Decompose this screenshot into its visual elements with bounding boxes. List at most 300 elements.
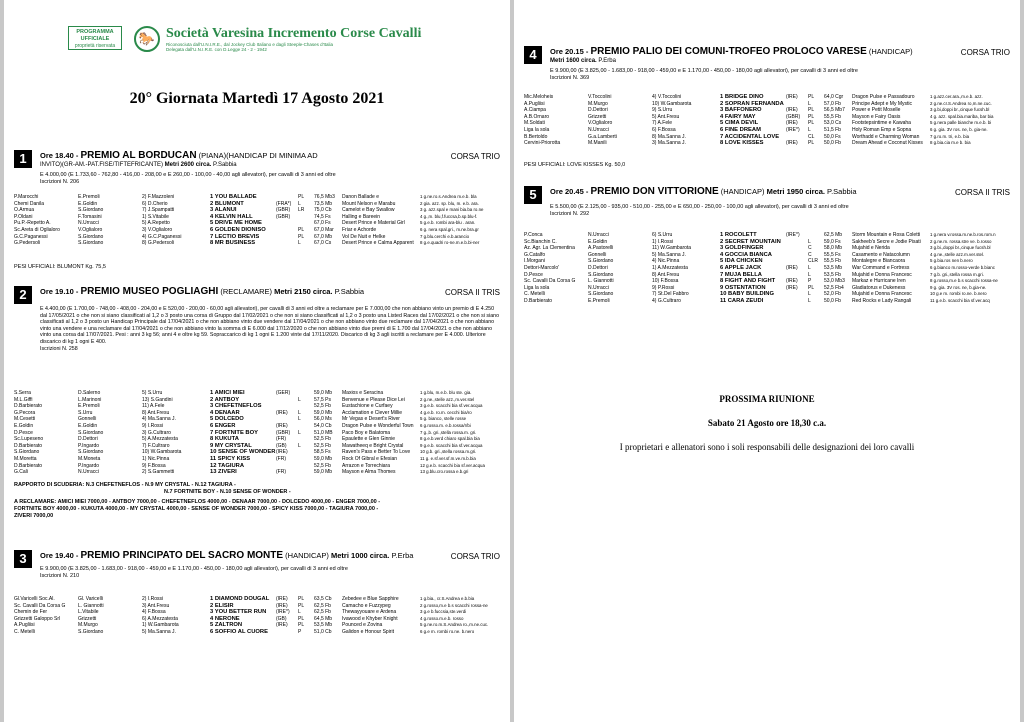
entry-jockey: 4) G.C.Paganessi xyxy=(142,233,182,240)
entry-horse: 10 SENSE OF WONDER xyxy=(210,449,276,456)
entry-owner: Liga la sola xyxy=(524,284,550,291)
entry-origin: (GBR) xyxy=(276,213,291,220)
entry-jockey: 2) S.Gammetti xyxy=(142,469,175,476)
entry-row xyxy=(524,107,1010,114)
entry-colors: 1 g.ne.ro.s.Andrea m.e.b. bla xyxy=(420,194,477,199)
entry-horse: 11 SPICY KISS xyxy=(210,455,251,462)
entry-owner: Sc.Bianchin C. xyxy=(524,238,557,245)
entry-horse: 8 KUKUTA xyxy=(210,436,239,443)
entry-trainer: S.Giordano xyxy=(588,258,614,265)
entry-equipment: L xyxy=(298,396,301,403)
entry-weight: 51,5 Fb xyxy=(824,126,841,133)
entry-colors: 2 g.ne.m. rossa.stre ve. b.rosso xyxy=(930,238,992,244)
entry-colors: 2 g.rosso,m.e b.s scacchi rossa-ne xyxy=(420,602,488,608)
entry-row xyxy=(14,603,500,610)
entry-trainer: S.Giordano xyxy=(78,429,104,436)
entry-owner: Cervini-Priorotta xyxy=(524,140,561,147)
entry-weight: 52,5 Fb xyxy=(314,462,331,469)
entry-trainer: D.Salerno xyxy=(78,390,101,396)
race-conditions: E 5.500,00 (E 2.125,00 - 935,00 - 510,00 - 255,00 e E 650,00 - 250,00 - 100,00 agli allevatori), per cavalli di 3 anni ed oltre Iscrizioni N. 292 xyxy=(550,204,849,217)
entry-owner: G.Pedersoli xyxy=(14,240,41,247)
entry-trainer: S.Giordano xyxy=(588,291,614,298)
entry-trainer: Grizzetti xyxy=(78,615,97,622)
entry-origin: (FR) xyxy=(276,436,286,443)
entry-jockey: 5) A.Repetto xyxy=(142,220,170,227)
entry-pedigree: Footstepsintime e Kawaha xyxy=(852,120,911,127)
entry-jockey: 10) W.Gambarota xyxy=(652,100,692,107)
entry-origin: (FR) xyxy=(276,469,286,476)
entry-trainer: S.Giordano xyxy=(78,240,104,247)
entry-jockey: 3) Ma.Sanna J. xyxy=(652,140,686,147)
entry-colors: 10 g.b. gri.,stella rossa.m.gri. xyxy=(420,449,477,455)
entry-horse: 8 MR BUSINESS xyxy=(210,240,256,247)
entry-owner: Grizzetti Galoppo Srl xyxy=(14,615,61,622)
page-title: 20° Giornata Martedì 17 Agosto 2021 xyxy=(129,90,385,107)
entry-colors: 6 g.bianco m.rosso-verde b.bianc xyxy=(930,264,995,270)
entry-jockey: 6) D.Cherio xyxy=(142,200,168,207)
entry-weight: 73,5 Mb xyxy=(314,200,333,207)
entry-row xyxy=(524,232,1010,239)
entry-horse: 3 YOU BETTER RUN xyxy=(210,609,267,616)
entry-origin: (IRE) xyxy=(276,449,288,456)
entry-colors: 10 g.e m. rombi ro.ne. b.nero xyxy=(930,291,987,297)
entry-weight: 76,5 Mb3 xyxy=(314,194,335,200)
entry-origin: (FR) xyxy=(276,455,286,462)
entry-equipment: L xyxy=(298,240,301,247)
entry-equipment: L xyxy=(808,126,811,133)
entry-weight: 55,5 Fs xyxy=(824,251,841,258)
entry-horse: 6 ENGER xyxy=(210,422,236,429)
entries-table xyxy=(14,194,500,247)
entry-row xyxy=(524,285,1010,292)
entry-pedigree: Holy Roman Emp e Sopna xyxy=(852,126,912,133)
race-title: Ore 19.40 - PREMIO PRINCIPATO DEL SACRO MONTE (HANDICAP) Metri 1000 circa. P.Erba xyxy=(40,550,414,561)
entry-equipment: L xyxy=(298,409,301,416)
entry-horse: 1 ROCOLETT xyxy=(720,232,757,238)
entry-owner: E.Goldin xyxy=(14,422,34,429)
entry-row xyxy=(14,622,500,629)
entry-pedigree: Worthadd e Charming Woman xyxy=(852,133,920,140)
entry-weight: 53,5 Fb xyxy=(824,271,841,278)
race-title: Ore 20.15 - PREMIO PALIO DEI COMUNI-TROFEO PROLOCO VARESE (HANDICAP) xyxy=(550,46,913,57)
entry-horse: 6 FINE DREAM xyxy=(720,126,761,133)
entry-pedigree: Galidon e Honour Spirit xyxy=(342,628,394,635)
entry-row xyxy=(524,134,1010,141)
entry-pedigree: Eustachione e Curfaey xyxy=(342,403,393,410)
entry-weight: 64,0 Cgr xyxy=(824,94,844,100)
entry-jockey: 6) F.Bossa xyxy=(652,126,676,133)
entry-owner: D.Pesce xyxy=(14,429,33,436)
entry-origin: (IRE) xyxy=(276,602,288,609)
entry-horse: 4 FAIRY MAY xyxy=(720,113,756,120)
race-number: 2 xyxy=(14,286,32,304)
entry-trainer: A.Pastorelli xyxy=(588,245,614,252)
entry-trainer: Gl. Varicelli xyxy=(78,596,103,602)
entry-horse: 1 AMICI MIEI xyxy=(210,390,245,396)
entry-horse: 6 SOFFIO AL CUORE xyxy=(210,628,268,635)
entry-pedigree: Sakheeb's Secre e Jodie Pisati xyxy=(852,238,921,245)
entry-trainer: N.Urracci xyxy=(588,284,609,291)
race-5 xyxy=(524,186,1010,316)
entry-row xyxy=(14,596,500,603)
entry-trainer: S.Giordano xyxy=(78,628,104,635)
entry-owner: P.Marocchi xyxy=(14,194,39,200)
entry-owner: S.Giordano xyxy=(14,449,40,456)
race-conditions: E 9.900,00 (E 3.825,00 - 1.683,00 - 918,00 - 459,00 e E 1.170,00 - 450,00 - 180,00 agli allevatori), per cavalli di 3 anni ed oltre Iscrizioni N. 369 xyxy=(550,68,858,81)
entry-trainer: S.Urru xyxy=(78,409,93,416)
entry-weight: 74,5 Fs xyxy=(314,213,331,220)
entry-weight: 62,5 Fb xyxy=(314,609,331,616)
entry-horse: 1 BRIDGE DINO xyxy=(720,94,764,100)
entry-horse: 2 ANTBOY xyxy=(210,396,240,403)
entry-jockey: 5) Ant.Fresu xyxy=(652,113,680,120)
entry-origin: (GB) xyxy=(276,615,287,622)
entry-row xyxy=(524,140,1010,147)
entry-equipment: CLR xyxy=(808,258,819,265)
entry-trainer: S.Giordano xyxy=(78,207,104,214)
entry-equipment: PL xyxy=(808,284,815,291)
entry-horse: 1 DIAMOND DOUGAL xyxy=(210,596,270,602)
entry-horse: 7 LECTIO BREVIS xyxy=(210,233,260,240)
entry-row xyxy=(524,272,1010,279)
entry-weight: 75,0 Cb xyxy=(314,207,332,214)
entry-row xyxy=(14,436,500,443)
entry-horse: 13 ZIVERI xyxy=(210,469,237,476)
entry-pedigree: Mayson e Alma Thomes xyxy=(342,469,396,476)
entry-trainer: V.Toccolini xyxy=(588,94,612,100)
entry-jockey: 1) S.Vitabile xyxy=(142,213,169,220)
entry-trainer: F.Tomasini xyxy=(78,213,102,220)
entry-pedigree: Raven's Pass e Better To Love xyxy=(342,449,411,456)
entry-equipment: P xyxy=(298,628,302,635)
entry-weight: 57,0 Fb xyxy=(824,100,841,107)
entry-jockey: 1) I.Rossi xyxy=(652,238,674,245)
entry-jockey: 3) Ant.Fresu xyxy=(142,602,170,609)
entry-jockey: 8) Ant.Fresu xyxy=(652,271,680,278)
entry-trainer: D.Dettori xyxy=(588,264,608,271)
program-page-right xyxy=(514,0,1020,722)
entry-jockey: 6) A.Mezzatesta xyxy=(142,615,178,622)
entry-colors: 5 g.bia.ros nen b.nero xyxy=(930,258,973,264)
entry-pedigree: Gladiatorus e Dukeness xyxy=(852,284,906,291)
entry-owner: Dettori-Marcolo' xyxy=(524,264,560,271)
entry-jockey: 3) V.Oglialoro xyxy=(142,226,173,233)
entry-equipment: CL xyxy=(808,133,815,140)
entry-horse: 5 DOLCEDO xyxy=(210,416,244,423)
entry-jockey: 8) G.Pedersoli xyxy=(142,240,174,247)
entry-trainer: Gonnelli xyxy=(78,416,97,423)
entry-origin: (IRE) xyxy=(786,264,798,271)
claiming-prices: A RECLAMARE: AMICI MIEI 7000,00 - ANTBOY 7000,00 - CHEFETNEFLOS 4000,00 - DENAAR 7000,00 - DOLCEDO 4000,00 - ENGER 7000,00 - xyxy=(14,499,381,505)
entry-colors: 7 g.blu.cerchi e.b.arancio xyxy=(420,233,470,239)
entry-colors: 2 g.ne.,stelle azz.,m.ver.stel xyxy=(420,396,475,402)
entry-colors: 7 g.ro.m. tri, e.b. bia xyxy=(930,133,970,139)
entry-trainer: N.Urracci xyxy=(588,126,609,133)
entry-colors: 1 g.blu, m.e.b. blu ste. gia. xyxy=(420,390,472,395)
entry-row xyxy=(524,114,1010,121)
entry-row xyxy=(14,410,500,417)
entry-colors: 11 g.e.b. scacchi bia sf.ver.acq xyxy=(930,297,990,303)
entry-owner: Sc. Cavalli Da Corsa G xyxy=(14,602,66,609)
race-4: 4 Ore 20.15 - PREMIO PALIO DEI COMUNI-TROFEO PROLOCO VARESE (HANDICAP) Metri 1600 circa. P.Erba CORSA TRIO E 9.900,00 (E 3.825,00 - 1.683,00 - 918,00 - 459,00 e E 1.170,00 - 450,00 - 180,00 agli allevatori), per cavalli di 3 anni ed oltre Iscrizioni N. 369 Mic.Meloheis V.Toccolini 4) V.Toccolini 1 BRIDGE DINO (IRE) PL 64,0 Cgr Dragon Pulse e Passadouro 1 g.azz.cer.ara.,m.e.b. azz. A.Pugliisi M.Murgo 10) W.Gambarota 2 SOPRAN FERNANDA L 57,0 Fb Principe Adept e My Mystic 2 g.ne.cr.S.Andrea ro,m.ne.cuc. A.Ciampa D.Dettori 9) S.Urru 3 BAFFONERO (IRE) PL 56,5 Mb7 Power e Petit Moselle 3 g.bi,doppi br.,cinque fucsh.bl A.B.Ornaro Grizzetti 5) Ant.Fresu 4 FAIRY MAY (GBR) PL 55,5 Fb Mayson e Fairy Oasis 4 g. azz. spal.bia.mariba, bar bia M.Soldati V.Oglialoro 7) A.Fele 5 CIMA DEVIL (IRE) PL 53,0 Cs Footstepsintime e Kawaha 5 g.nera palle bianche m.e.b. bi Liga la sola N.Urracci 6) F.Bossa 6 FINE DREAM (IRE*) L 51,5 Fb Holy Roman Emp e Sopna 6 g. gia. 3V ros. ne, b. gia-ne. B.Bertoldo G.a.Lamberti 8) Ma.Sanna J. 7 ACCIDENTAL LOVE CL 50,0 Fs Worthadd e Charming Woman 7 g.ro.m. tri, e.b. bia Cervini-Priorotta M.Manili 3) Ma.Sanna J. 8 LOVE KISSES (IRE) PL 50,0 Fb Dream Ahead e Coconut Kisses 8 g.bia.cia m.e b. bia PESI UFFICIALI: LOVE KISSES Kg. 50,0 xyxy=(524,46,1010,168)
entry-pedigree: Thewayyouare e Ardena xyxy=(342,609,397,616)
entry-horse: 11 CARA ZEUDI xyxy=(720,297,764,304)
entry-pedigree: Maxios e Seracina xyxy=(342,390,384,396)
entry-weight: 56,5 Mb7 xyxy=(824,107,845,114)
entry-weight: 56,0 Ms xyxy=(314,416,332,423)
entry-colors: 4 g.,m. blu,f.fuccsa,b.sp.blu-f. xyxy=(420,213,478,219)
entry-colors: 8 g.e.b.verd chiaro spal.bia bia xyxy=(420,436,480,442)
entry-pedigree: Dragon Pulse e Wonderful Town xyxy=(342,422,414,429)
entry-trainer: L. Giannotti xyxy=(588,278,614,285)
entry-horse: 2 BLUMONT xyxy=(210,200,244,207)
entry-horse: 1 YOU BALLADE xyxy=(210,194,257,200)
entry-pedigree: Camelot e Bay Swallow xyxy=(342,207,395,214)
entry-horse: 5 CIMA DEVIL xyxy=(720,120,759,127)
entry-owner: M.Moretta xyxy=(14,455,37,462)
entry-owner: C. Metelli xyxy=(524,291,545,298)
entry-origin: (IRE) xyxy=(786,94,798,100)
entry-weight: 67,0 Cs xyxy=(314,240,332,247)
entry-trainer: M.Murgo xyxy=(78,622,98,629)
entry-row xyxy=(524,94,1010,101)
entry-pedigree: Arrazon e Torrechiara xyxy=(342,462,390,469)
entry-jockey: 10) W.Gambarota xyxy=(142,449,182,456)
entry-trainer: Grizzetti xyxy=(588,113,607,120)
entry-horse: 3 GOLDFINGER xyxy=(720,245,764,252)
race-title: Ore 19.10 - PREMIO MUSEO POGLIAGHI (RECLAMARE) Metri 2150 circa. P.Sabbia xyxy=(40,286,365,297)
entry-jockey: 9) F.Bossa xyxy=(142,462,166,469)
entry-weight: 52,0 Fb xyxy=(824,291,841,298)
race-conditions: E 9.900,00 (E 3.825,00 - 1.683,00 - 918,00 - 459,00 e E 1.170,00 - 450,00 - 180,00 agli allevatori), per cavalli di 3 anni ed oltre Iscrizioni N. 210 xyxy=(40,566,348,579)
entry-owner: G.Catalfo xyxy=(524,251,546,258)
entry-weight: 53,5 Mb xyxy=(314,622,333,629)
entry-pedigree: Dream Ahead e Coconut Kisses xyxy=(852,140,923,147)
entry-owner: Mic.Meloheis xyxy=(524,94,554,100)
entry-owner: Az. Agr. La Clementina xyxy=(524,245,575,252)
entry-weight: 52,5 Fb4 xyxy=(824,284,844,291)
entry-horse: 2 ELISIR xyxy=(210,602,234,609)
race-number: 5 xyxy=(524,186,542,204)
entry-row xyxy=(524,252,1010,259)
entry-horse: 2 SECRET MOUNTAIN xyxy=(720,238,781,245)
entry-pedigree: Paco Boy e Balatoma xyxy=(342,429,391,436)
entry-trainer: V.Oglialoro xyxy=(78,226,103,233)
entry-colors: 3 g. azz.spal e mani bia.ba ro.ne xyxy=(420,207,484,213)
entry-row xyxy=(14,403,500,410)
entry-jockey: 1) Nic.Pinna xyxy=(142,455,170,462)
entry-owner: A.Pugliisi xyxy=(524,100,545,107)
bet-type: CORSA TRIO xyxy=(960,48,1010,57)
entry-row xyxy=(14,390,500,397)
entry-row xyxy=(14,469,500,476)
entry-owner: Chemin de Fer xyxy=(14,609,48,616)
entry-owner: O.Armua xyxy=(14,207,35,214)
entry-origin: (IRE*) xyxy=(786,126,800,133)
entry-equipment: P xyxy=(808,278,812,285)
race-1: 1 Ore 18.40 - PREMIO AL BORDUCAN (PIANA)(HANDICAP DI MINIMA AD INVITO)(GR-AM.-PAT.FISE/TIFTEFRICANTE) Metri 2600 circa. P.Sabbia CORSA TRIO E 4.000,00 (E 1.733,60 - 762,80 - 416,00 - 208,00 e E 260,00 - 100,00 - 40,00 agli allevatori), per cavalli di 3 anni ed oltre Iscrizioni N. 206 P.Marocchi E.Premoli 2) F.Mazzoleni 1 YOU BALLADE PL 76,5 Mb3 Danon Ballade e 1 g.ne.ro.s.Andrea m.e.b. bla Chemi Danila E.Goldin 6) D.Cherio 2 BLUMONT (FRA*) L 73,5 Mb Mount Nelson e Marabu 2 gia. azz. sp. blu, m. e.b. ara. O.Armua S.Giordano 7) J.Spampatti 3 ALANUI (GBR) LR 75,0 Cb Camelot e Bay Swallow 3 g. azz.spal e mani bia.ba ro.ne P.Oldani F.Tomasini 1) S.Vitabile 4 KELVIN HALL (GBR) 74,5 Fs Halling e Bareein 4 g.,m. blu,f.fuccsa,b.sp.blu-f. Pu.P.-Repetto A. N.Urracci 5) A.Repetto 5 DRIVE ME HOME 67,0 Fs Desert Prince e Material Girl 5 g.e.b. rombi ara-blu . aran. Sc.Areta di Oglialoro V.Oglialoro 3) V.Oglialoro 6 GOLDEN DIONISO PL 67,0 Mar Friar e Achorde 6 g. nera spal.gri., m.ne.bra.gr G.C.Paganessi S.Giordano 4) G.C.Paganessi 7 LECTIO BREVIS PL 67,0 Mb Vol De Nuit e Helke 7 g.blu.cerchi e.b.arancio G.Pedersoli S.Giordano 8) G.Pedersoli 8 MR BUSINESS L 67,0 Cs Desert Prince e Calma Apparent 8 g.e.quadri ro-ne.m.e.b.bi-ner PESI UFFICIALI: BLUMONT Kg. 75,5 xyxy=(14,150,500,270)
entries-table xyxy=(524,232,1010,305)
entry-jockey: 1) A.Mezzatesta xyxy=(652,264,688,271)
entry-owner: C. Metelli xyxy=(14,628,35,635)
responsibility-note: I proprietari e allenatori sono i soli responsabili delle designazioni dei loro cavalli xyxy=(619,442,915,452)
entry-trainer: E.Premoli xyxy=(78,403,100,410)
entry-origin: (IRE) xyxy=(786,107,798,114)
entry-colors: 2 gia. azz. sp. blu, m. e.b. ara. xyxy=(420,200,479,206)
entry-pedigree: Montalegre e Biancaora xyxy=(852,258,906,265)
entry-weight: 58,5 Fs xyxy=(314,449,331,456)
entry-origin: (IRE*) xyxy=(786,232,800,238)
entry-equipment: PL xyxy=(298,194,305,200)
entry-trainer: D.Dettori xyxy=(588,107,608,114)
entry-weight: 62,5 Mb xyxy=(824,232,843,238)
bet-type: CORSA TRIO xyxy=(450,552,500,561)
entry-pedigree: Dragon Pulse e Passadouro xyxy=(852,94,915,100)
entry-horse: 7 MUJA BELLA xyxy=(720,271,762,278)
entry-pedigree: Mujahid e Nerida xyxy=(852,245,890,252)
entry-weight: 55,5 Fb xyxy=(824,113,841,120)
entry-equipment: PL xyxy=(808,113,815,120)
bet-type: CORSA TRIO xyxy=(450,152,500,161)
entry-weight: 63,5 Cb xyxy=(314,596,332,602)
entry-pedigree: Markaz e Hurricane Iren xyxy=(852,278,906,285)
entry-row xyxy=(524,291,1010,298)
entry-equipment: C xyxy=(808,245,812,252)
entry-owner: I.Morgani xyxy=(524,258,545,265)
entry-colors: 3 g.e.b. scacchi bia sf.ver.acqua xyxy=(420,403,483,409)
entry-owner: S.Serra xyxy=(14,390,31,396)
entry-trainer: M.Murgo xyxy=(588,100,608,107)
entry-owner: D.Barbierato xyxy=(14,403,43,410)
entry-pedigree: Casamento e Natacolumn xyxy=(852,251,910,258)
entry-trainer: N.Urracci xyxy=(78,469,99,476)
next-meeting-date: Sabato 21 Agosto ore 18,30 c.a. xyxy=(707,418,827,428)
entry-jockey: 4) G.Cultraro xyxy=(652,297,681,304)
entry-horse: 8 LOVE KISSES xyxy=(720,140,764,147)
entry-weight: 67,0 Mb xyxy=(314,233,333,240)
entry-jockey: 7) St.Del Fabbro xyxy=(652,291,689,298)
entry-origin: (GB) xyxy=(276,442,287,449)
entry-pedigree: Red Rocks e Lady Rangali xyxy=(852,297,912,304)
entry-trainer: V.Oglialoro xyxy=(588,120,613,127)
entry-owner: A.B.Ornaro xyxy=(524,113,550,120)
entry-trainer: E.Goldin xyxy=(78,422,98,429)
entry-colors: 13 g.blu.cro.rossa e.b.gri xyxy=(420,469,469,475)
entry-jockey: 6) S.Urru xyxy=(652,232,673,238)
entry-horse: 12 TAGIURA xyxy=(210,462,245,469)
entries-table xyxy=(14,390,500,476)
entry-owner: D.Barbierato xyxy=(14,442,43,449)
entry-horse: 7 FORTNITE BOY xyxy=(210,429,258,436)
entry-trainer: M.Manili xyxy=(588,140,607,147)
entry-equipment: PL xyxy=(808,120,815,127)
entry-row xyxy=(14,449,500,456)
entry-colors: 6 g.rosso.m. e.b.rossa/r/bi xyxy=(420,422,471,428)
entry-colors: 8 g.rosso,m.e b.s scacchi rossa-ne xyxy=(930,278,998,284)
entry-colors: 4 g.e.b. ro.m. cecchi bia/ro xyxy=(420,409,472,415)
entry-horse: 4 DENAAR xyxy=(210,409,240,416)
entry-horse: 3 CHEFETNEFLOS xyxy=(210,403,262,410)
entry-jockey: 7) J.Spampatti xyxy=(142,207,175,214)
entry-weight: 51,0 MB xyxy=(314,429,333,436)
entry-origin: (IRE) xyxy=(786,284,798,291)
official-program-box: PROGRAMMA UFFICIALE proprietà riservata xyxy=(68,26,122,50)
entry-weight: 62,5 Fb xyxy=(314,602,331,609)
entry-origin: (GBR) xyxy=(786,113,801,120)
entry-weight: 51,0 Cb xyxy=(314,628,332,635)
entry-origin: (GBR) xyxy=(276,429,291,436)
entry-jockey: 9) I.Rossi xyxy=(142,422,164,429)
entry-weight: 59,0 Mb xyxy=(314,455,333,462)
entry-row xyxy=(14,609,500,616)
entry-weight: 50,0 Fs xyxy=(824,133,841,140)
entry-owner: G.C.Paganessi xyxy=(14,233,48,240)
entry-owner: M.L.Giffi xyxy=(14,396,33,403)
entry-owner: M.Cesetti xyxy=(14,416,36,423)
entry-trainer: E.Premoli xyxy=(588,297,610,304)
entry-pedigree: Mujahid e Donna Francesc xyxy=(852,271,912,278)
entry-weight: 67,0 Fs xyxy=(314,220,331,227)
entry-weight: 50,0 Fb xyxy=(824,297,841,304)
entry-owner: G.Pecora xyxy=(14,409,36,416)
entry-equipment: L xyxy=(808,271,811,278)
entry-trainer: Gonnelli xyxy=(588,251,607,258)
entry-jockey: 4) Nic.Pinna xyxy=(652,258,680,265)
entry-horse: 9 MY CRYSTAL xyxy=(210,442,252,449)
entry-row xyxy=(14,214,500,221)
entry-colors: 12 g.e.b. scacchi bia sf.ver.acqua xyxy=(420,462,485,468)
race-2: 2 Ore 19.10 - PREMIO MUSEO POGLIAGHI (RECLAMARE) Metri 2150 circa. P.Sabbia CORSA II TRIS E 4.400,00 (E 1.700,00 - 748,00 - 408,00 - 204,00 e E 520,00 - 200,00 - 60,00 agli allevatori), per cavalli di 3 anni ed oltre a reclamare per E 7.000,00 che non abbiano vinto un premio di E 4.250 dal 17/05/2021 o che non si siano classificati al 1,2 o 3 posto una corsa di Gruppo dal 17/02/2021 o che non si siano classificati al 1,2 o 3 posto una Listed Races dal 17/02/2021 o che non si siano classificati al 1,2 o 3 posto un Handicap Principale dal 17/04/2021 o che non abbiano vinto due vendere dal 17/04/2021 o che non abbiano vinto due reclamare dal 17/04/2021 o che non abbiano vinto una vendere e una reclamare dal 17/04/2021 o che non abbiano vinto la somma di E 6.000 dal 17/12/2020 o che non abbiano vinto due premi di E 1.700 dal 17/04/2021 o che non abbiano vinto una corsa dal 17/07/2021. Pesi : anni 3 kg 56; anni 4 e oltre kg 59. Sopraccarico di kg 1 ogni E 1.200 vinte dal 17/11/2020. Discarico di kg 3 agli iscritti a reclamare per E 4.000. Ulteriore discarico di kg 1 ogni E 400. Iscrizioni N. 258 S.Serra D.Salerno 5) S.Urru 1 AMICI MIEI (GER) 59,0 Mb Maxios e Seracina 1 g.blu, m.e.b. blu ste. gia. M.L.Giffi L.Marinoni 13) S.Gandini 2 ANTBOY L 57,5 Ps Benvenue e Please Dice Lei 2 g.ne.,stelle azz.,m.ver.stel D.Barbierato E.Premoli 11) A.Fele 3 CHEFETNEFLOS 52,5 Fb Eustachione e Curfaey 3 g.e.b. scacchi bia sf.ver.acqua G.Pecora S.Urru 8) Ant.Fresu 4 DENAAR (IRE) L 59,0 Mb Acclamation e Clever Millie 4 g.e.b. ro.m. cecchi bia/ro M.Cesetti Gonnelli 4) Ma.Sanna J. 5 DOLCEDO L 56,0 Ms Mr Vegas e Desert's River 5 g. bianco, stelle rosse E.Goldin E.Goldin 9) I.Rossi 6 ENGER (IRE) 54,0 Cb Dragon Pulse e Wonderful Town 6 g.rosso.m. e.b.rossa/r/bi D.Pesce S.Giordano 3) G.Cultraro 7 FORTNITE BOY (GBR) L 51,0 MB Paco Boy e Balatoma 7 g.,b. gri.,stella rossa.m. gri. Sc.Lupeseno D.Dettori 5) A.Mezzatesta 8 KUKUTA (FR) 52,5 Fb Epaulette e Glen Ginnie 8 g.e.b.verd chiaro spal.bia bia D.Barbierato P.Ingardo 7) F.Cultraro 9 MY CRYSTAL (GB) L 52,5 Fb Mawatheeq e Bright Crystal 9 g.e.b. scacchi bia sf.ver.acqua S.Giordano S.Giordano 10) W.Gambarota 10 SENSE OF WONDER (IRE) 58,5 Fs Raven's Pass e Better To Love 10 g.b. gri.,stella rossa.m.gri. M.Moretta M.Moneta 1) Nic.Pinna 11 SPICY KISS (FR) 59,0 Mb Rock Of Gibral e Efesian 11 g. e.sf.ver.sf.m.ve.m.b.bia D.Barbierato P.Ingardo 9) F.Bossa 12 TAGIURA 52,5 Fb Arrazon e Torrechiara 12 g.e.b. scacchi bia sf.ver.acqua G.Cali N.Urracci 2) S.Gammetti 13 ZIVERI (FR) 59,0 Mb Mayson e Alma Thomes 13 g.blu.cro.rossa e.b.gri RAPPORTO DI SCUDERIA: N.3 CHEFETNEFLOS - N.9 MY CRYSTAL - N.12 TAGIURA - N.7 FORTNITE BOY - N.10 SENSE OF WONDER - A RECLAMARE: AMICI MIEI 7000,00 - ANTBOY 7000,00 - CHEFETNEFLOS 4000,00 - DENAAR 7000,00 - DOLCEDO 4000,00 - ENGER 7000,00 - FORTNITE BOY 4000,00 - KUKUTA 4000,00 - MY CRYSTAL 4000,00 - SENSE OF WONDER 7000,00 - SPICY KISS 7000,00 - TAGIURA 7000,00 - ZIVERI 7000,00 xyxy=(14,286,500,519)
entry-owner: Sc.Lupeseno xyxy=(14,436,44,443)
entry-weight: 52,5 Fb xyxy=(314,436,331,443)
entry-equipment: L xyxy=(808,291,811,298)
entry-origin: (IRE) xyxy=(786,140,798,147)
entry-owner: D.Barbierato xyxy=(524,297,553,304)
entry-equipment: PL xyxy=(298,233,305,240)
race-3 xyxy=(14,550,500,650)
entry-owner: Gl.Varicelli Soc.Al. xyxy=(14,596,55,602)
entry-equipment: PL xyxy=(298,615,305,622)
entry-row xyxy=(14,397,500,404)
entry-jockey: 5) Ma.Sanna J. xyxy=(142,628,176,635)
entry-weight: 50,0 Fb xyxy=(824,140,841,147)
entry-trainer: P.Ingardo xyxy=(78,462,100,469)
entry-origin: (IRE) xyxy=(276,409,288,416)
entry-pedigree: Desert Prince e Material Girl xyxy=(342,220,405,227)
entry-jockey: 1) W.Gambarota xyxy=(142,622,179,629)
entry-weight: 59,0 Fs xyxy=(824,238,841,245)
entry-row xyxy=(14,416,500,423)
entry-colors: 7 g.b. gri.,stella rossa m.gri. xyxy=(930,271,984,277)
entry-pedigree: Desert Prince e Calma Apparent xyxy=(342,240,414,247)
entry-pedigree: Mr Vegas e Desert's River xyxy=(342,416,400,423)
society-name: Società Varesina Incremento Corse Cavalli xyxy=(166,26,422,41)
entry-horse: 8 FIGHT AND FIGHT xyxy=(720,278,776,285)
entry-jockey: 5) S.Urru xyxy=(142,390,163,396)
entry-jockey: 3) G.Cultraro xyxy=(142,429,171,436)
entry-weight: 67,0 Mar xyxy=(314,226,334,233)
entry-equipment: L xyxy=(808,238,811,245)
entry-row xyxy=(524,239,1010,246)
entry-owner: Chemi Danila xyxy=(14,200,45,207)
entry-horse: 3 ALANUI xyxy=(210,207,237,214)
entry-trainer: E.Goldin xyxy=(78,200,98,207)
entry-pedigree: War Command e Fortress xyxy=(852,264,910,271)
entry-colors: 5 g.e.b. rombi ara-blu . aran. xyxy=(420,220,476,226)
entry-weight: 54,0 Cb xyxy=(314,422,332,429)
entry-origin: (IRE*) xyxy=(276,609,290,616)
entry-colors: 5 g.ne.ro.m.S.Andrea ro.,m.ne.cuc. xyxy=(420,622,489,628)
